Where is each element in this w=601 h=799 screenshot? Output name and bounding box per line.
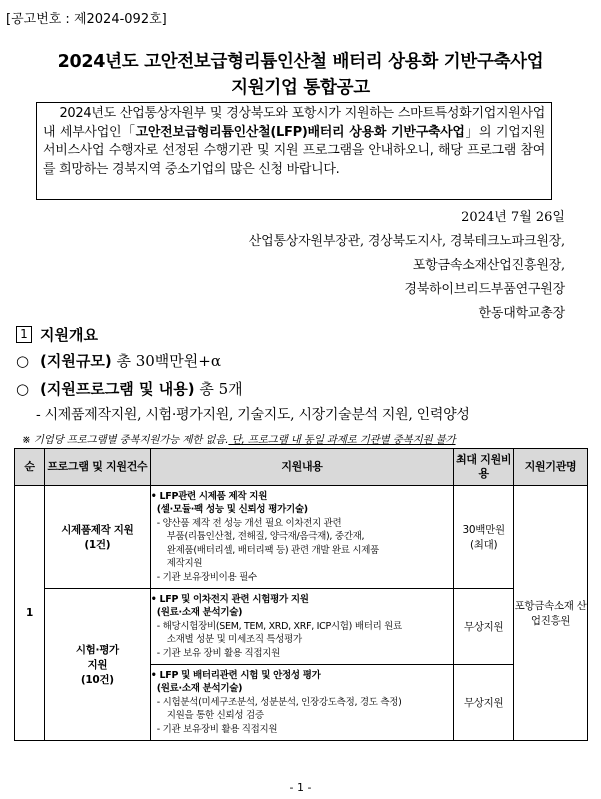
program-list-line: - 시제품제작지원, 시험·평가지원, 기술지도, 시장기술분석 지원, 인력양성 <box>36 407 470 423</box>
program-name: 시험·평가 <box>75 644 119 656</box>
header-content: 지원내용 <box>150 449 453 486</box>
program-count: (1건) <box>84 539 111 551</box>
agency-name: 포항금속소재 산업진흥원 <box>514 486 588 741</box>
bullet-text: 총 5개 <box>199 380 243 398</box>
program-content <box>150 486 453 589</box>
section-heading <box>16 324 98 345</box>
max-cost: 무상지원 <box>454 589 514 665</box>
table-header-row <box>15 449 588 486</box>
note-underlined: 단, 프로그램 내 동일 과제로 기관별 중복지원 불가 <box>228 434 456 446</box>
support-program-table <box>14 448 588 741</box>
page-number: - 1 - <box>289 781 312 794</box>
table-row <box>15 486 588 589</box>
program-testing <box>44 589 150 741</box>
max-cost: 무상지원 <box>454 665 514 741</box>
issuer-list <box>249 230 565 326</box>
content-line: 지원을 통한 신뢰성 검증 <box>166 710 264 722</box>
bullet-support-scale <box>16 350 221 371</box>
content-line: - 기관 보유장비 활용 직접지원 <box>156 723 278 735</box>
content-line: - 양산품 제작 전 성능 개선 필요 이차전지 관련 <box>156 517 342 529</box>
content-title: • LFP관련 시제품 제작 지원 <box>150 490 268 502</box>
section-title: 지원개요 <box>40 326 98 344</box>
section-number-box: 1 <box>16 326 32 343</box>
header-program: 프로그램 및 지원건수 <box>44 449 150 486</box>
program-name: 시제품제작 지원 <box>61 524 134 536</box>
program-content <box>150 589 453 665</box>
content-line: 소재별 성분 및 미세조직 특성평가 <box>166 634 302 646</box>
notice-number: [공고번호 : 제2024-092호] <box>6 12 167 27</box>
notice-title-line2: 지원기업 통합공고 <box>231 78 370 98</box>
bullet-label: (지원프로그램 및 내용) <box>40 380 195 398</box>
max-cost-note: (최대) <box>470 539 498 551</box>
bullet-support-programs <box>16 378 243 399</box>
intro-project-name: 고안전보급형리튬인산철(LFP)배터리 상용화 기반구축사업 <box>135 124 465 140</box>
content-line: 완제품(배터리셀, 배터리팩 등) 관련 개발 완료 시제품 <box>166 544 380 556</box>
issuer-line: 포항금속소재산업진흥원장, <box>412 258 565 273</box>
intro-text-part1: 2024년도 산업통상자원부 및 경상북도와 포항시가 지원하는 스마트특성화기업지원사업 내 세부사업인「 <box>43 106 545 140</box>
bullet-text: 총 30백만원+α <box>116 352 221 370</box>
notice-date: 2024년 7월 26일 <box>461 210 565 225</box>
content-subtitle: (셀·모듈·팩 성능 및 신뢰성 평가기술) <box>156 504 308 516</box>
content-subtitle: (원료·소재 분석기술) <box>156 607 243 619</box>
content-line: - 기관 보유장비이용 필수 <box>156 571 257 583</box>
header-agency: 지원기관명 <box>514 449 588 486</box>
content-title: • LFP 및 이차전지 관련 시험평가 지원 <box>150 593 309 605</box>
content-line: - 해당시험장비(SEM, TEM, XRD, XRF, ICP시험) 배터리 원료 <box>156 620 402 632</box>
duplicate-support-note <box>22 432 456 447</box>
bullet-label: (지원규모) <box>40 352 112 370</box>
content-line: 제작지원 <box>166 558 203 570</box>
program-count: (10건) <box>80 674 114 686</box>
content-line: - 시험분석(미세구조분석, 성분분석, 인장강도측정, 경도 측정) <box>156 696 402 708</box>
program-name: 지원 <box>87 659 108 671</box>
content-subtitle: (원료·소재 분석기술) <box>156 683 243 695</box>
program-prototype <box>44 486 150 589</box>
row-number: 1 <box>15 486 45 741</box>
content-line: 부품(리튬인산철, 전해질, 양극재/음극재), 중간재, <box>166 531 365 543</box>
note-plain: ※ 기업당 프로그램별 중복지원가능 제한 없음. <box>22 434 229 446</box>
issuer-line: 산업통상자원부장관, 경상북도지사, 경북테크노파크원장, <box>248 234 565 249</box>
circle-bullet-icon: ○ <box>16 380 30 398</box>
issuer-line: 한동대학교총장 <box>478 306 565 321</box>
content-title: • LFP 및 배터리관련 시험 및 안정성 평가 <box>150 669 321 681</box>
max-cost: 30백만원 <box>462 524 505 536</box>
max-cost-cell <box>454 486 514 589</box>
notice-title-line1: 2024년도 고안전보급형리튬인산철 배터리 상용화 기반구축사업 <box>57 52 544 72</box>
circle-bullet-icon: ○ <box>16 352 30 370</box>
content-line: - 기관 보유 장비 활용 직접지원 <box>156 647 281 659</box>
table-row <box>15 589 588 665</box>
intro-text-part2: 」의 기업지원서비스사업 수행자로 선정된 수행기관 및 지원 프로그램을 안내하오니, 해당 프로그램 참여를 희망하는 경북지역 중소기업의 많은 신청 바랍니다. <box>43 124 545 177</box>
program-content <box>150 665 453 741</box>
intro-box <box>36 102 552 200</box>
header-no: 순 <box>15 449 45 486</box>
header-max-cost: 최대 지원비용 <box>454 449 514 486</box>
issuer-line: 경북하이브리드부품연구원장 <box>404 282 565 297</box>
